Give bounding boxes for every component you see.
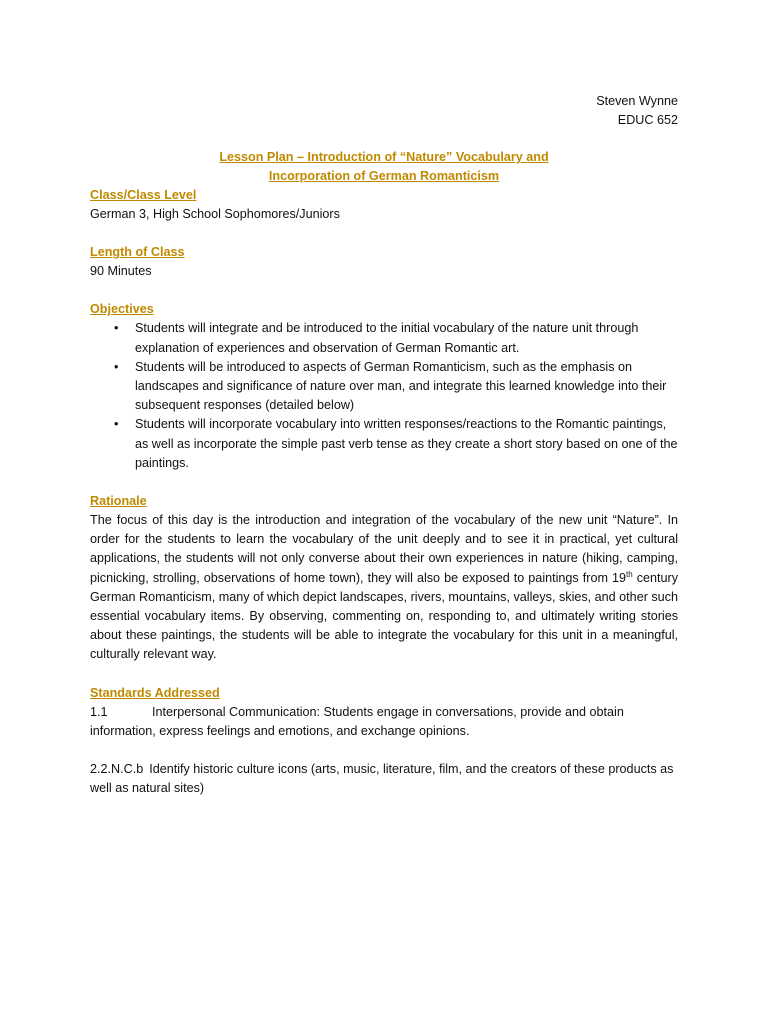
title-line-2: Incorporation of German Romanticism [268,169,500,184]
standard-text: Identify historic culture icons (arts, music, literature, film, and the creators of these products as well as natural sites) [90,762,674,796]
objective-text: Students will be introduced to aspects of German Romanticism, such as the emphasis on landscapes and significance of nature over man, and integrate this learned knowledge into their subsequent responses (detailed below) [135,359,667,413]
rationale-text-2: century German Romanticism, many of which depict landscapes, rivers, mountains, valleys, skies, and other such essential vocabulary items. By observing, commenting on, responding to, and ultimately writing stories about these paintings, the students will be able to integrate the vocabulary for this unit in a meaningful, culturally relevant way. [90,570,678,662]
bullet-icon: • [114,321,119,336]
standards-section [90,684,678,799]
author-block [90,92,678,130]
bullet-icon: • [114,417,119,432]
document-page [90,92,678,798]
objectives-section [90,300,678,473]
course-code: EDUC 652 [617,113,678,128]
standard-item [90,703,678,741]
objectives-heading: Objectives [90,302,154,317]
class-level-value: German 3, High School Sophomores/Juniors [90,207,340,222]
rationale-paragraph [90,511,678,665]
objective-text: Students will incorporate vocabulary into written responses/reactions to the Romantic paintings, as well as incorporate the simple past verb tense as they create a short story based on one of the paintings. [135,417,678,470]
standard-item [90,760,678,798]
author-name: Steven Wynne [596,94,678,108]
ordinal-superscript: th [625,569,633,579]
objective-item [90,358,678,416]
objective-text: Students will integrate and be introduced to the initial vocabulary of the nature unit through explanation of experiences and observation of German Romantic art. [135,321,639,355]
rationale-text-1: The focus of this day is the introduction and integration of the vocabulary of the new unit “Nature”. In order for the students to learn the vocabulary of the unit deeply and to see it in practical, yet cultural applications, the students will not only converse about their own experiences in nature (hiking, camping, picnicking, strolling, observations of home town), they will also be exposed to paintings from 19 [90,513,678,585]
length-value: 90 Minutes [90,264,152,279]
standard-code: 2.2.N.C.b [90,762,144,777]
standards-heading: Standards Addressed [90,685,220,700]
class-level-section [90,186,678,224]
objective-item [90,319,678,357]
length-heading: Length of Class [90,245,185,260]
standard-text: Interpersonal Communication: Students engage in conversations, provide and obtain information, express feelings and emotions, and exchange opinions. [90,704,624,738]
rationale-section [90,492,678,665]
objective-item [90,415,678,473]
objectives-list [90,319,678,473]
document-title [90,148,678,186]
class-level-heading: Class/Class Level [90,188,197,203]
rationale-heading: Rationale [90,494,147,508]
standard-code: 1.1 [90,704,108,719]
title-line-1: Lesson Plan – Introduction of “Nature” Vocabulary and [219,150,549,165]
bullet-icon: • [114,359,119,374]
length-section [90,243,678,281]
